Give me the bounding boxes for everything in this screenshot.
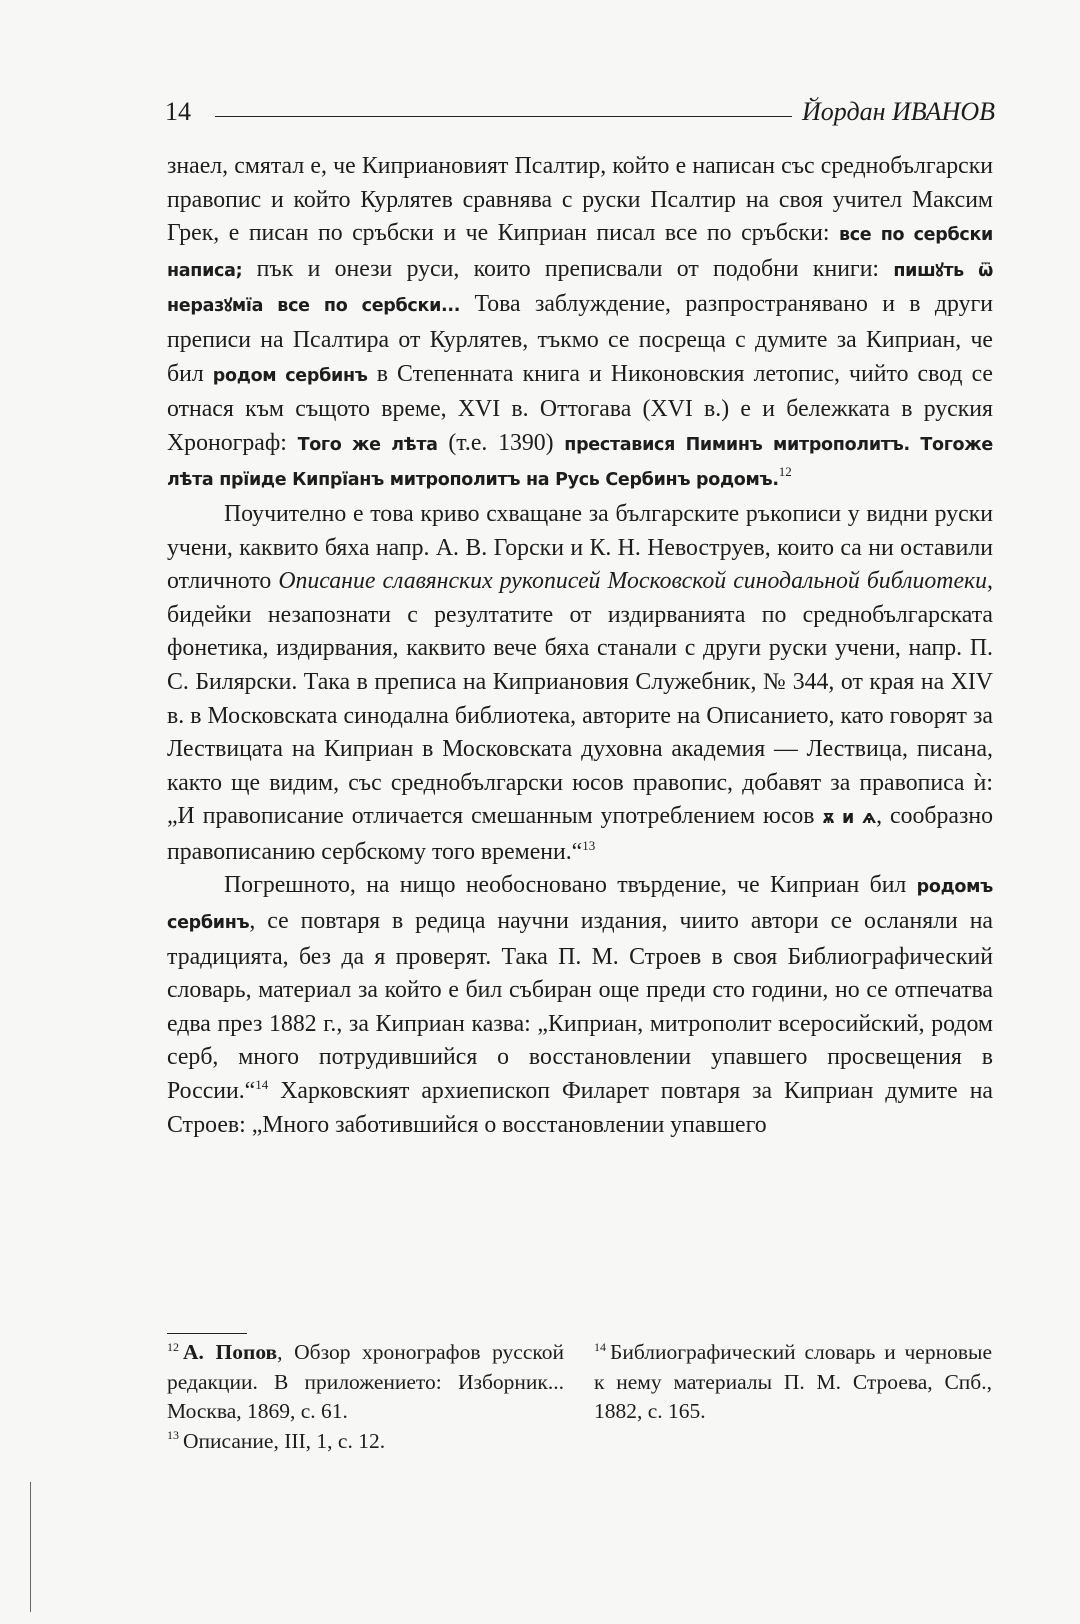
footnote-number: 13 <box>167 1428 179 1443</box>
footnote-ref[interactable]: 13 <box>582 837 596 853</box>
church-slavonic-quote: преставися Пиминъ митрополитъ. Тогоже лѣта прїиде Кипрїанъ митрополитъ на Русь Сербинъ родомъ. <box>167 434 993 491</box>
church-slavonic-quote: Того же лѣта <box>297 434 438 455</box>
page-header <box>165 92 995 132</box>
footnote-12 <box>167 1338 564 1427</box>
footnote-14 <box>594 1338 992 1427</box>
church-slavonic-quote: родом сербинъ <box>212 365 368 386</box>
text-run: в Степенната книга и Никоновския летопис, чийто свод се отнася към същото време, XVI в. Оттогава (XVI в.) е и бележката в руския Хронограф: <box>167 360 993 456</box>
church-slavonic-quote: родомъ сербинъ <box>167 877 993 934</box>
footnote-ref[interactable]: 12 <box>778 464 792 480</box>
text-run: Поучително е това криво схващане за българските ръкописи у видни руски учени, каквито бяха напр. А. В. Горски и К. Н. Невоструев, които са ни оставили отличното <box>167 500 993 595</box>
paragraph-2 <box>167 498 993 870</box>
footnote-author: А. Попов <box>183 1340 278 1364</box>
footnote-ref[interactable]: 14 <box>255 1077 269 1093</box>
page-number: 14 <box>165 97 191 126</box>
footnote-rule <box>167 1333 247 1334</box>
text-run: Това заблуждение, разпространявано и в други преписи на Псалтира от Курлятев, тъкмо се посреща с думите за Киприан, че бил <box>167 291 993 387</box>
book-title: Описание славянских рукописей Московской синодальной библиотеки <box>278 568 988 595</box>
scan-margin-line <box>30 1482 31 1612</box>
footnote-text: Библиографический словарь и черновые к нему материалы П. М. Строева, Спб., 1882, с. 165. <box>594 1340 992 1423</box>
footnote-number: 14 <box>594 1339 606 1354</box>
footnotes-left <box>167 1338 564 1456</box>
footnote-text: Описание, III, 1, с. 12. <box>183 1428 386 1453</box>
church-slavonic-quote: все по сербски написа; <box>167 225 993 281</box>
text-run: Харковският архиепископ Филарет повтаря за Киприан думите на Строев: „Много заботившийся о восстановлении упавшего <box>167 1078 993 1138</box>
header-rule <box>215 116 792 117</box>
main-text <box>167 150 993 1142</box>
church-slavonic-quote: ѫ и ѧ <box>822 808 877 829</box>
footnote-text: , Обзор хронографов русской редакции. В приложението: Изборник... Москва, 1869, с. 61. <box>167 1340 564 1423</box>
footnotes-right <box>594 1338 992 1427</box>
text-run: Погрешното, на нищо необосновано твърдение, че Киприан бил <box>224 872 917 899</box>
paragraph-1 <box>167 150 993 498</box>
text-run: знаел, смятал е, че Киприановият Псалтир, който е написан със среднобългарски правопис и който Курлятев сравнява с руски Псалтир на своя учител Максим Грек, е писан по сръбски и че Киприан писал все по сръбски: <box>167 153 993 247</box>
footnote-number: 12 <box>167 1339 179 1354</box>
text-run: (т.е. 1390) <box>437 429 565 456</box>
text-run: , се повтаря в редица научни издания, чиито автори се осланяли на традицията, без да я проверят. Така П. М. Строев в своя Библиографический словарь, материал за който е бил събиран още преди сто години, но се отпечатва едва през 1882 г., за Киприан казва: „Киприан, митрополит всеросийский, родом серб, много потрудившийся о восстановлении упавшего просвещения в России.“ <box>167 908 993 1105</box>
paragraph-3 <box>167 869 993 1142</box>
text-run: , сообразно правописанию сербскому того времени.“ <box>167 803 994 865</box>
footnote-13 <box>167 1427 564 1457</box>
text-run: пък и онези руси, които преписвали от подобни книги: <box>242 255 894 282</box>
text-run: , бидейки незапознати с резултатите от издирванията по среднобългарската фонетика, издирвания, каквито вече бяха станали с други руски учени, напр. П. С. Билярски. Така в преписа на Киприановия Служебник, № 344, от края на XIV в. в Московската синодална библиотека, авторите на Описанието, като говорят за Лествицата на Киприан в Московската духовна академия — Лествица, писана, както ще видим, със среднобългарски юсов правопис, добавят за правописа ѝ: „И правописание отличается смешанным употреблением юсов <box>167 568 993 830</box>
church-slavonic-quote: пишꙋть ѿ неразꙋмїа все по сербски... <box>167 260 993 317</box>
running-head: Йордан ИВАНОВ <box>802 97 995 126</box>
